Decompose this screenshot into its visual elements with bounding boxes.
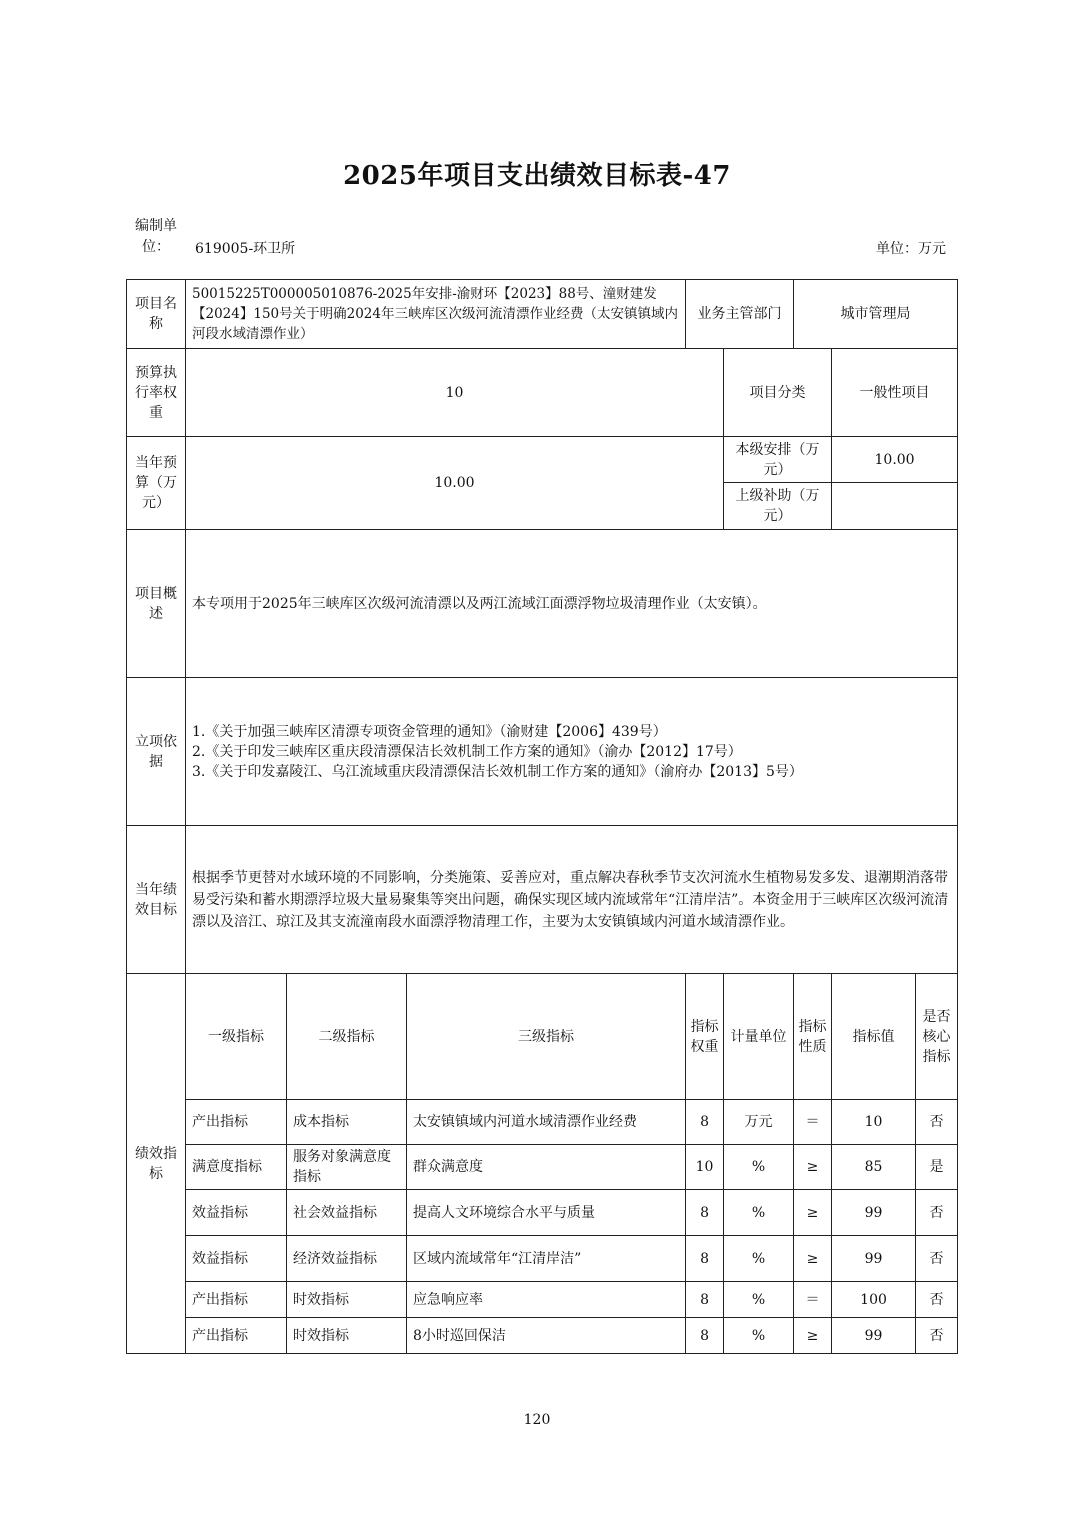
- cell-nature: ≥: [794, 1145, 832, 1190]
- cell-weight: 8: [686, 1190, 724, 1236]
- cell-nature: ≥: [794, 1190, 832, 1236]
- basis-item: 2.《关于印发三峡库区重庆段清漂保洁长效机制工作方案的通知》（渝办【2012】17号）: [192, 743, 742, 760]
- cell-value: 85: [832, 1145, 916, 1190]
- basis-list: [186, 678, 958, 826]
- cell-nature: ＝: [794, 1282, 832, 1318]
- performance-table: [126, 279, 958, 1354]
- cell-level3: 群众满意度: [407, 1145, 686, 1190]
- basis-item: 3.《关于印发嘉陵江、乌江流域重庆段清漂保洁长效机制工作方案的通知》（渝府办【2013】5号）: [192, 763, 803, 780]
- header-nature: 指标性质: [794, 974, 832, 1100]
- org-label: 编制单位：: [135, 218, 177, 255]
- cell-level2: 服务对象满意度指标: [287, 1145, 407, 1190]
- overview-label: 项目概述: [127, 530, 186, 678]
- indicators-section-label: 绩效指标: [127, 974, 186, 1354]
- weight-label: 预算执行率权重: [127, 349, 186, 437]
- cell-level1: 产出指标: [186, 1100, 287, 1145]
- cell-level2: 时效指标: [287, 1282, 407, 1318]
- table-row: [127, 1318, 958, 1354]
- header-unit: 计量单位: [724, 974, 794, 1100]
- cell-core: 否: [916, 1100, 958, 1145]
- page-number: 120: [523, 1412, 551, 1428]
- weight-value: 10: [186, 349, 724, 437]
- table-row: [127, 1100, 958, 1145]
- cell-value: 100: [832, 1282, 916, 1318]
- unit-label: 单位：万元: [876, 241, 946, 257]
- project-name-label: 项目名称: [127, 280, 186, 349]
- goal-label: 当年绩效目标: [127, 826, 186, 974]
- cell-level1: 满意度指标: [186, 1145, 287, 1190]
- row-project-name: [127, 280, 958, 349]
- local-label: 本级安排（万元）: [724, 437, 832, 483]
- category-value: 一般性项目: [832, 349, 958, 437]
- cell-weight: 10: [686, 1145, 724, 1190]
- cell-level2: 时效指标: [287, 1318, 407, 1354]
- cell-level3: 应急响应率: [407, 1282, 686, 1318]
- dept-value: 城市管理局: [794, 280, 958, 349]
- cell-value: 99: [832, 1236, 916, 1282]
- page-title: 2025年项目支出绩效目标表-47: [343, 161, 731, 191]
- header-weight: 指标权重: [686, 974, 724, 1100]
- basis-item: 1.《关于加强三峡库区清漂专项资金管理的通知》（渝财建【2006】439号）: [192, 723, 667, 740]
- row-budget-local: [127, 437, 958, 483]
- table-row: [127, 1282, 958, 1318]
- cell-level3: 区域内流域常年“江清岸洁”: [407, 1236, 686, 1282]
- budget-value: 10.00: [186, 437, 724, 530]
- cell-weight: 8: [686, 1100, 724, 1145]
- cell-weight: 8: [686, 1282, 724, 1318]
- cell-weight: 8: [686, 1318, 724, 1354]
- header-level2: 二级指标: [287, 974, 407, 1100]
- dept-label: 业务主管部门: [686, 280, 794, 349]
- cell-value: 99: [832, 1318, 916, 1354]
- cell-unit: %: [724, 1236, 794, 1282]
- upper-label: 上级补助（万元）: [724, 483, 832, 530]
- header-value: 指标值: [832, 974, 916, 1100]
- header-level1: 一级指标: [186, 974, 287, 1100]
- cell-nature: ≥: [794, 1318, 832, 1354]
- cell-value: 10: [832, 1100, 916, 1145]
- cell-core: 否: [916, 1190, 958, 1236]
- budget-label: 当年预算（万元）: [127, 437, 186, 530]
- cell-weight: 8: [686, 1236, 724, 1282]
- table-row: [127, 1236, 958, 1282]
- cell-unit: %: [724, 1145, 794, 1190]
- row-goal: [127, 826, 958, 974]
- cell-nature: ≥: [794, 1236, 832, 1282]
- table-row: [127, 1190, 958, 1236]
- cell-level2: 社会效益指标: [287, 1190, 407, 1236]
- cell-core: 否: [916, 1236, 958, 1282]
- cell-unit: %: [724, 1190, 794, 1236]
- cell-level1: 产出指标: [186, 1282, 287, 1318]
- cell-core: 否: [916, 1282, 958, 1318]
- table-row: [127, 1145, 958, 1190]
- cell-level1: 效益指标: [186, 1190, 287, 1236]
- cell-level3: 8小时巡回保洁: [407, 1318, 686, 1354]
- cell-level1: 产出指标: [186, 1318, 287, 1354]
- row-basis: [127, 678, 958, 826]
- cell-value: 99: [832, 1190, 916, 1236]
- org-name: 619005-环卫所: [195, 241, 296, 257]
- cell-unit: %: [724, 1282, 794, 1318]
- cell-level2: 成本指标: [287, 1100, 407, 1145]
- overview-value: 本专项用于2025年三峡库区次级河流清漂以及两江流域江面漂浮物垃圾清理作业（太安镇）。: [186, 530, 958, 678]
- row-weight: [127, 349, 958, 437]
- category-label: 项目分类: [724, 349, 832, 437]
- basis-label: 立项依据: [127, 678, 186, 826]
- cell-unit: %: [724, 1318, 794, 1354]
- local-value: 10.00: [832, 437, 958, 483]
- cell-core: 否: [916, 1318, 958, 1354]
- goal-value: 根据季节更替对水域环境的不同影响，分类施策、妥善应对，重点解决春秋季节支次河流水生植物易发多发、退潮期消落带易受污染和蓄水期漂浮垃圾大量易聚集等突出问题，确保实现区域内流域常年“江清岸洁”。本资金用于三峡库区次级河流清漂以及涪江、琼江及其支流潼南段水面漂浮物清理工作，主要为太安镇镇域内河道水域清漂作业。: [186, 826, 958, 974]
- cell-level1: 效益指标: [186, 1236, 287, 1282]
- header-core: 是否核心指标: [916, 974, 958, 1100]
- project-name-value: 50015225T000005010876-2025年安排-渝财环【2023】88号、潼财建发【2024】150号关于明确2024年三峡库区次级河流清漂作业经费（太安镇镇域内河段水域清漂作业）: [186, 280, 686, 349]
- upper-value: [832, 483, 958, 530]
- cell-nature: ＝: [794, 1100, 832, 1145]
- cell-level2: 经济效益指标: [287, 1236, 407, 1282]
- header-level3: 三级指标: [407, 974, 686, 1100]
- cell-core: 是: [916, 1145, 958, 1190]
- indicator-header-row: [127, 974, 958, 1100]
- cell-level3: 提高人文环境综合水平与质量: [407, 1190, 686, 1236]
- cell-level3: 太安镇镇域内河道水域清漂作业经费: [407, 1100, 686, 1145]
- cell-unit: 万元: [724, 1100, 794, 1145]
- row-overview: [127, 530, 958, 678]
